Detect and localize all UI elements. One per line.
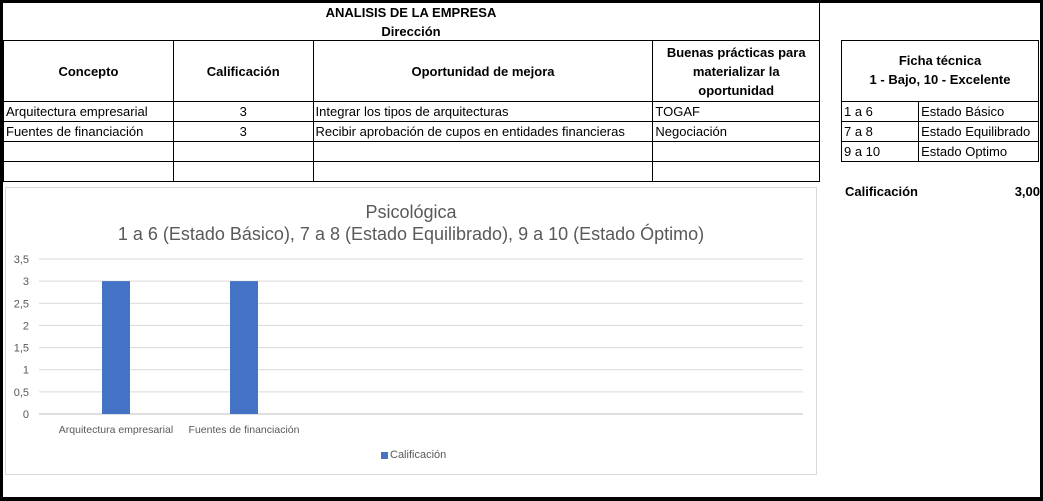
ficha-title: Ficha técnica <box>898 53 982 68</box>
chart-plot <box>6 188 818 476</box>
cell-concepto[interactable]: Fuentes de financiación <box>4 122 174 142</box>
summary-label[interactable]: Calificación <box>845 184 918 199</box>
ficha-row <box>842 122 1039 142</box>
ficha-range[interactable]: 7 a 8 <box>842 122 919 142</box>
analysis-table <box>3 40 820 182</box>
empty-cell[interactable] <box>653 162 820 182</box>
x-tick-label: Arquitectura empresarial <box>58 424 174 436</box>
table-row <box>4 102 820 122</box>
col-header-oportunidad[interactable]: Oportunidad de mejora <box>313 41 653 102</box>
table-row-empty <box>4 162 820 182</box>
ficha-subtitle: 1 - Bajo, 10 - Excelente <box>869 72 1011 87</box>
table-row <box>4 122 820 142</box>
y-tick-label: 0,5 <box>13 386 29 399</box>
page-subtitle: Dirección <box>381 24 441 39</box>
y-tick-label: 1 <box>22 364 29 377</box>
cell-oportunidad[interactable]: Integrar los tipos de arquitecturas <box>313 102 653 122</box>
y-tick-label: 2,5 <box>13 298 29 311</box>
y-tick-label: 1,5 <box>13 342 29 355</box>
ficha-state[interactable]: Estado Optimo <box>919 142 1039 162</box>
ficha-range[interactable]: 9 a 10 <box>842 142 919 162</box>
chart-subtitle: 1 a 6 (Estado Básico), 7 a 8 (Estado Equilibrado), 9 a 10 (Estado Óptimo) <box>117 224 705 244</box>
y-tick-label: 3 <box>22 276 29 289</box>
x-tick-label: Fuentes de financiación <box>188 424 300 436</box>
empty-cell[interactable] <box>313 142 653 162</box>
table-header-row <box>4 41 820 102</box>
chart-legend[interactable] <box>381 449 446 461</box>
ficha-header <box>841 40 1039 102</box>
cell-concepto[interactable]: Arquitectura empresarial <box>4 102 174 122</box>
legend-swatch <box>381 452 388 459</box>
col-header-concepto[interactable]: Concepto <box>4 41 174 102</box>
empty-cell[interactable] <box>173 162 313 182</box>
bar <box>230 281 258 414</box>
ficha-range[interactable]: 1 a 6 <box>842 102 919 122</box>
cell-buenas-practicas[interactable]: Negociación <box>653 122 820 142</box>
cell-calificacion[interactable]: 3 <box>173 122 313 142</box>
col-header-buenas-practicas[interactable]: Buenas prácticas para materializar la oportunidad <box>653 41 820 102</box>
y-tick-label: 3,5 <box>13 254 29 266</box>
ficha-state[interactable]: Estado Básico <box>919 102 1039 122</box>
ficha-row <box>842 102 1039 122</box>
legend-label: Calificación <box>390 449 447 461</box>
cell-calificacion[interactable]: 3 <box>173 102 313 122</box>
summary-value[interactable]: 3,00 <box>1014 184 1040 199</box>
y-tick-label: 2 <box>22 320 29 333</box>
ficha-row <box>842 142 1039 162</box>
y-tick-label: 0 <box>22 409 29 421</box>
header-block <box>3 3 820 41</box>
cell-oportunidad[interactable]: Recibir aprobación de cupos en entidades financieras <box>313 122 653 142</box>
empty-cell[interactable] <box>4 142 174 162</box>
empty-cell[interactable] <box>4 162 174 182</box>
page-title: ANALISIS DE LA EMPRESA <box>325 5 497 20</box>
empty-cell[interactable] <box>313 162 653 182</box>
ficha-state[interactable]: Estado Equilibrado <box>919 122 1039 142</box>
ficha-table <box>841 101 1039 162</box>
chart-title: Psicológica <box>365 202 457 222</box>
cell-buenas-practicas[interactable]: TOGAF <box>653 102 820 122</box>
table-row-empty <box>4 142 820 162</box>
chart-area[interactable] <box>5 187 817 475</box>
empty-cell[interactable] <box>653 142 820 162</box>
bar <box>102 281 130 414</box>
col-header-calificacion[interactable]: Calificación <box>173 41 313 102</box>
empty-cell[interactable] <box>173 142 313 162</box>
